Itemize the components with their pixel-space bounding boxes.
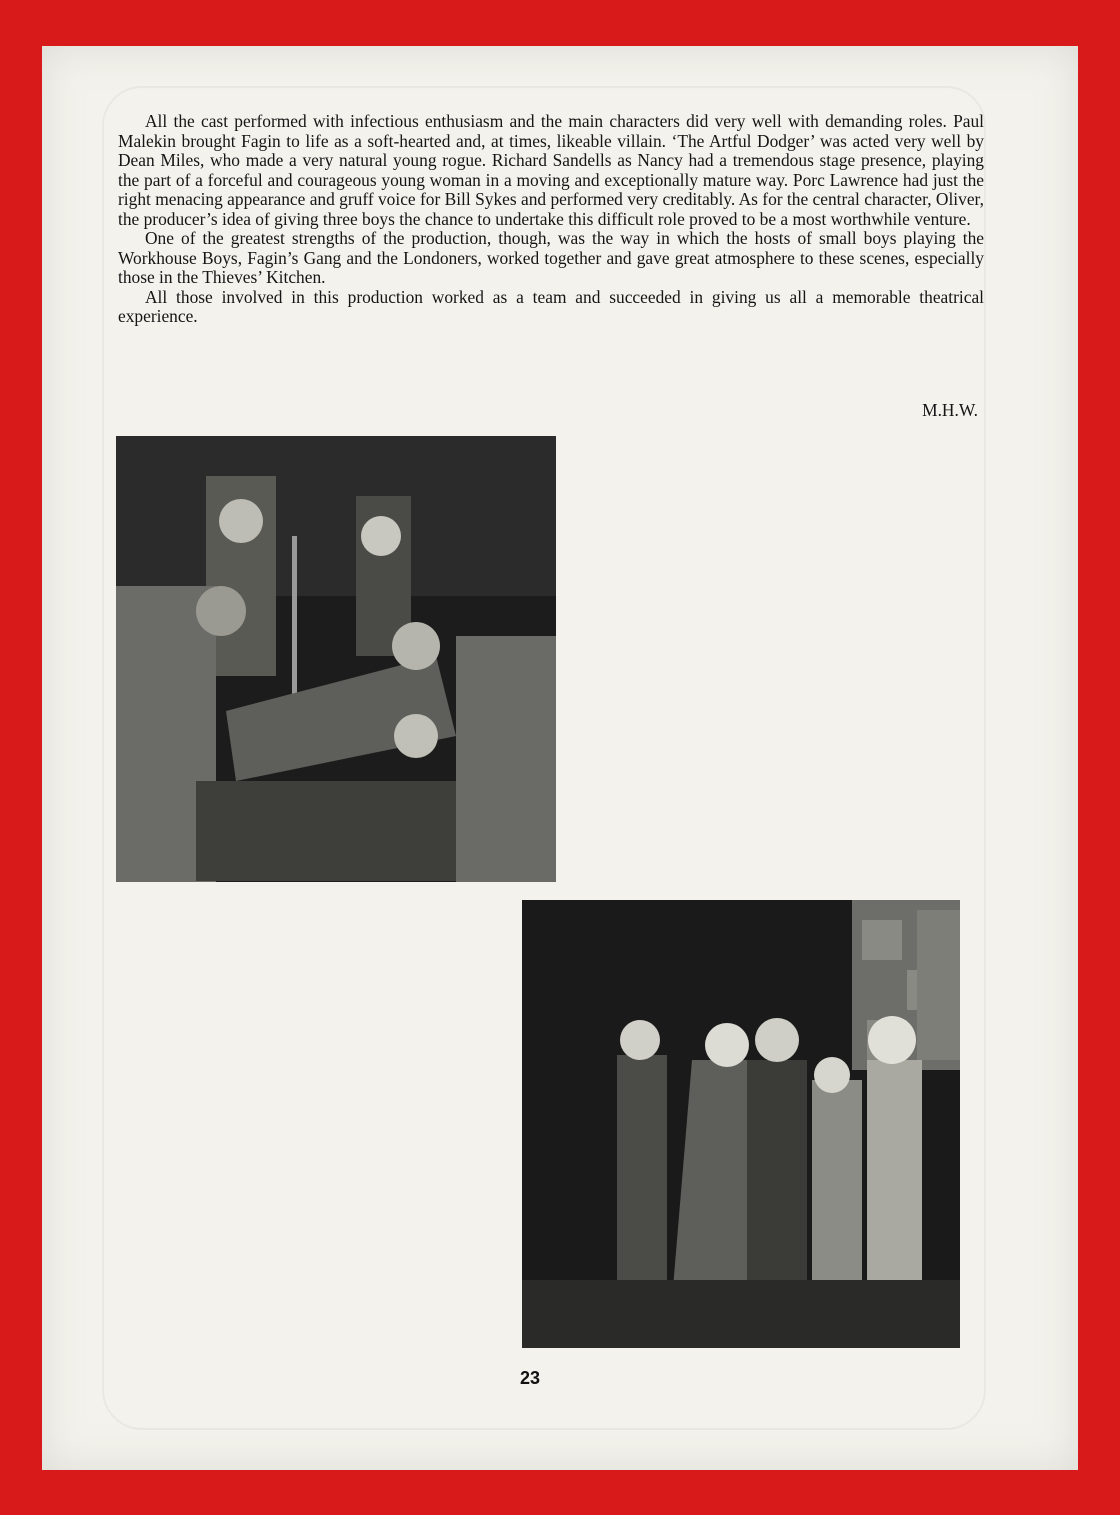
- stage-photo-coffin-scene: [116, 436, 556, 882]
- stage-photo-cast-line: [522, 900, 960, 1348]
- decorative-border-left: [0, 0, 30, 1515]
- paragraph-3: All those involved in this production worked as a team and succeeded in giving us all a memorable theatrical experience.: [118, 286, 984, 326]
- paragraph-2: One of the greatest strengths of the production, though, was the way in which the hosts of small boys playing the Workhouse Boys, Fagin’s Gang and the Londoners, worked together and gave great atmosphere to these scenes, especially those in the Thieves’ Kitchen.: [118, 228, 984, 287]
- author-signature: M.H.W.: [922, 400, 978, 420]
- decorative-border-bottom: [0, 1481, 1120, 1515]
- page-number: 23: [519, 1368, 541, 1388]
- paragraph-1: All the cast performed with infectious enthusiasm and the main characters did very well with demanding roles. Paul Malekin brought Fagin to life as a soft-hearted and, at times, likeable villain. ‘The Artful Dodger’ was acted very well by Dean Miles, who made a very natural young rogue. Richard Sandells as Nancy had a tremendous stage presence, playing the part of a forceful and courageous young woman in a moving and exceptionally mature way. Porc Lawrence had just the right menacing appearance and gruff voice for Bill Sykes and performed very creditably. As for the central character, Oliver, the producer’s idea of giving three boys the chance to undertake this difficult role proved to be a most worthwhile venture.: [118, 111, 984, 229]
- decorative-border-top: [0, 0, 1120, 34]
- review-article: [118, 112, 984, 327]
- decorative-border-right: [1090, 0, 1120, 1515]
- magazine-page: [42, 46, 1078, 1470]
